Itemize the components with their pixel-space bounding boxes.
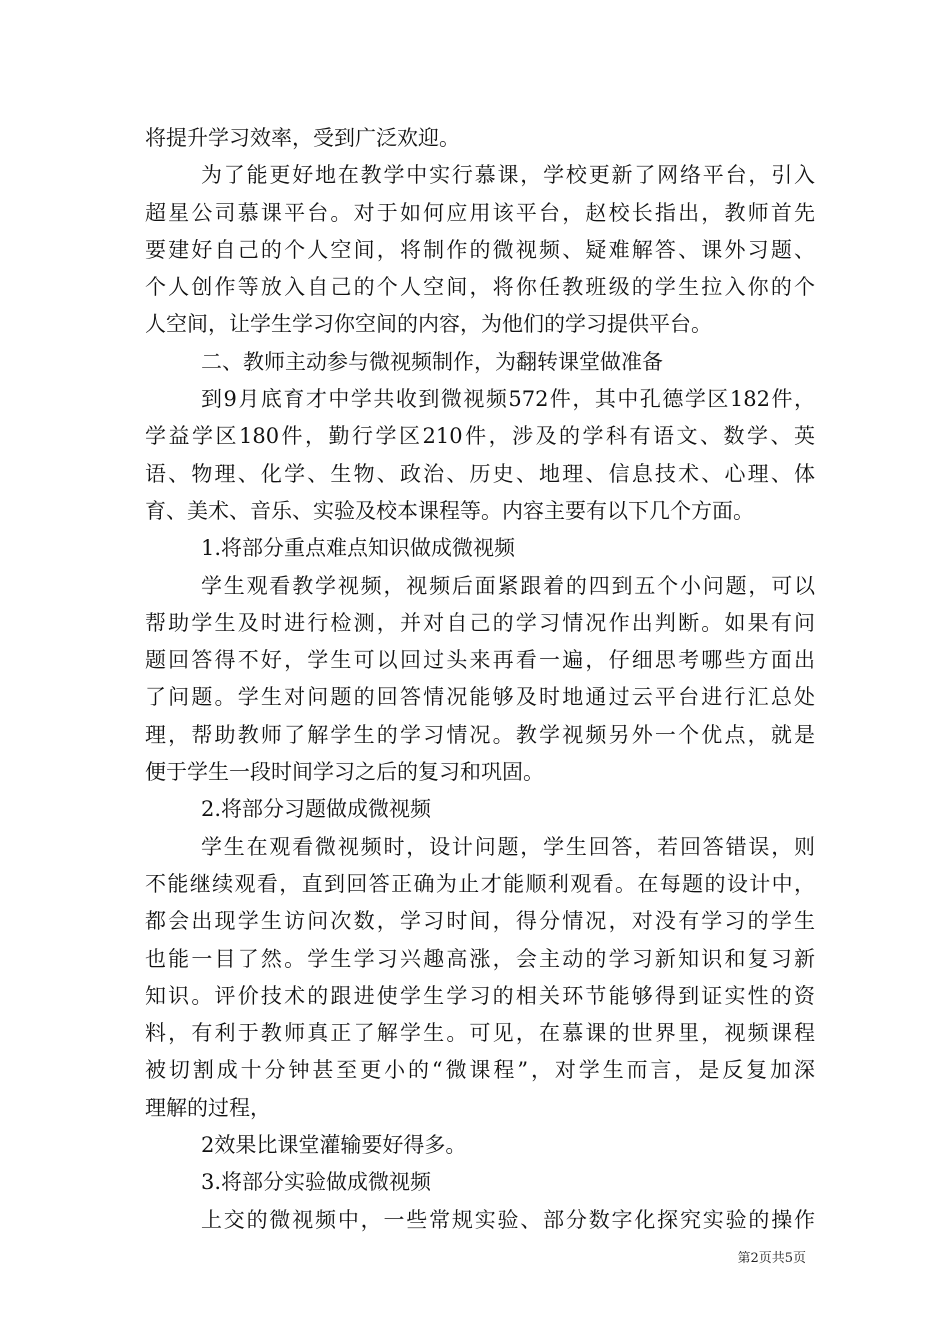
- paragraph-line: 个人创作等放入自己的个人空间，将你任教班级的学生拉入你的个: [145, 275, 815, 300]
- paragraph-line: 学益学区180件，勤行学区210件，涉及的学科有语文、数学、英: [145, 424, 815, 449]
- paragraph-line: 为了能更好地在教学中实行慕课，学校更新了网络平台，引入: [201, 163, 815, 188]
- section-heading-line: 二、教师主动参与微视频制作，为翻转课堂做准备: [201, 349, 663, 374]
- paragraph-line: 将提升学习效率，受到广泛欢迎。: [145, 126, 460, 150]
- paragraph-line: 育、美术、音乐、实验及校本课程等。内容主要有以下几个方面。: [145, 498, 754, 523]
- paragraph-line: 料，有利于教师真正了解学生。可见，在慕课的世界里，视频课程: [145, 1021, 815, 1046]
- section-heading-line: 2效果比课堂灌输要好得多。: [201, 1133, 467, 1158]
- section-heading-line: 1.将部分重点难点知识做成微视频: [201, 536, 516, 561]
- paragraph-line: 了问题。学生对问题的回答情况能够及时地通过云平台进行汇总处: [145, 685, 815, 710]
- paragraph-line: 要建好自己的个人空间，将制作的微视频、疑难解答、课外习题、: [145, 237, 815, 262]
- document-body: [145, 120, 815, 1239]
- paragraph-line: 知识。评价技术的跟进使学生学习的相关环节能够得到证实性的资: [145, 983, 815, 1008]
- paragraph-line: 超星公司慕课平台。对于如何应用该平台，赵校长指出，教师首先: [145, 200, 815, 225]
- paragraph-line: 也能一目了然。学生学习兴趣高涨，会主动的学习新知识和复习新: [145, 946, 815, 971]
- paragraph-line: 不能继续观看，直到回答正确为止才能顺利观看。在每题的设计中，: [145, 871, 815, 896]
- paragraph-line: 理，帮助教师了解学生的学习情况。教学视频另外一个优点，就是: [145, 722, 815, 747]
- paragraph-line: 便于学生一段时间学习之后的复习和巩固。: [145, 760, 544, 785]
- paragraph-line: 学生在观看微视频时，设计问题，学生回答，若回答错误，则: [201, 834, 815, 859]
- section-heading-line: 2.将部分习题做成微视频: [201, 797, 432, 822]
- paragraph-line: 题回答得不好，学生可以回过头来再看一遍，仔细思考哪些方面出: [145, 648, 815, 673]
- paragraph-line: 理解的过程，: [145, 1095, 271, 1120]
- paragraph-line: 人空间，让学生学习你空间的内容，为他们的学习提供平台。: [145, 312, 712, 337]
- page-number: 第2页共5页: [737, 1251, 806, 1266]
- section-heading-line: 3.将部分实验做成微视频: [201, 1170, 432, 1195]
- paragraph-line: 被切割成十分钟甚至更小的“微课程”，对学生而言，是反复加深: [145, 1058, 815, 1083]
- paragraph-line: 语、物理、化学、生物、政治、历史、地理、信息技术、心理、体: [145, 461, 815, 486]
- paragraph-line: 都会出现学生访问次数，学习时间，得分情况，对没有学习的学生: [145, 909, 815, 934]
- paragraph-line: 到9月底育才中学共收到微视频572件，其中孔德学区182件，: [201, 387, 815, 412]
- paragraph-line: 学生观看教学视频，视频后面紧跟着的四到五个小问题，可以: [201, 573, 815, 598]
- paragraph-line: 帮助学生及时进行检测，并对自己的学习情况作出判断。如果有问: [145, 610, 815, 635]
- paragraph-line: 上交的微视频中，一些常规实验、部分数字化探究实验的操作: [201, 1207, 815, 1232]
